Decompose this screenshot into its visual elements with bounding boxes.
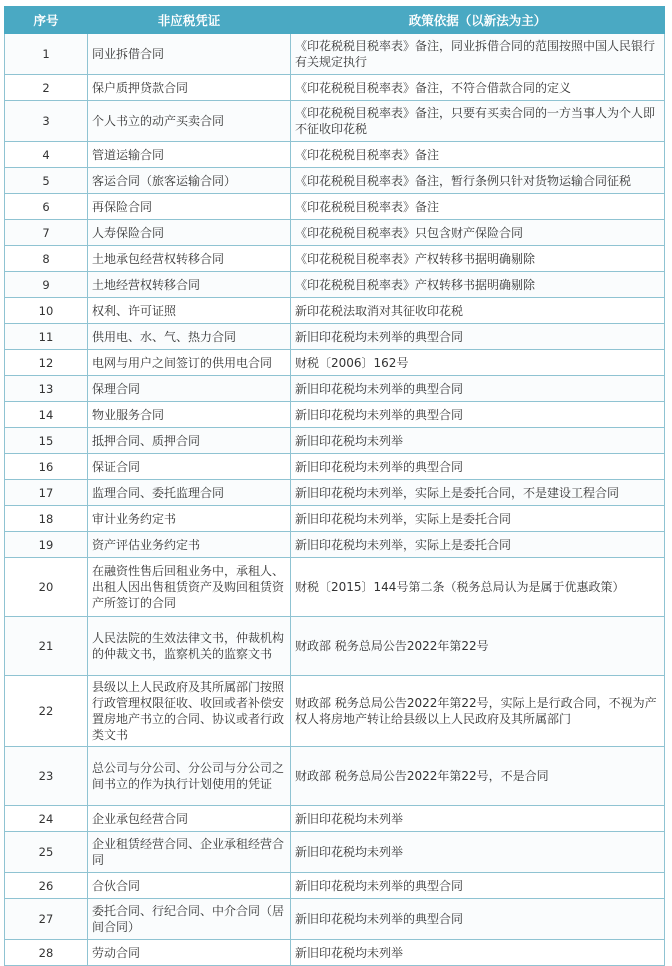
row-document: 再保险合同 <box>88 194 291 220</box>
non-taxable-documents-table <box>4 6 665 966</box>
row-policy-basis: 《印花税税目税率表》产权转移书据明确剔除 <box>291 246 665 272</box>
row-document: 抵押合同、质押合同 <box>88 428 291 454</box>
row-policy-basis: 新旧印花税均未列举的典型合同 <box>291 873 665 899</box>
row-policy-basis: 财政部 税务总局公告2022年第22号，实际上是行政合同，不视为产权人将房地产转让给县级以上人民政府及其所属部门 <box>291 676 665 747</box>
table-row <box>5 480 665 506</box>
row-document: 保理合同 <box>88 376 291 402</box>
row-policy-basis: 财政部 税务总局公告2022年第22号 <box>291 617 665 676</box>
row-index: 28 <box>5 940 88 966</box>
row-index: 19 <box>5 532 88 558</box>
row-policy-basis: 新旧印花税均未列举的典型合同 <box>291 454 665 480</box>
non-taxable-documents-table-container <box>4 6 664 966</box>
row-policy-basis: 新旧印花税均未列举 <box>291 832 665 873</box>
table-row <box>5 676 665 747</box>
table-row <box>5 142 665 168</box>
row-policy-basis: 新旧印花税均未列举 <box>291 806 665 832</box>
row-index: 9 <box>5 272 88 298</box>
row-document: 审计业务约定书 <box>88 506 291 532</box>
row-policy-basis: 财税〔2006〕162号 <box>291 350 665 376</box>
row-policy-basis: 《印花税税目税率表》备注，暂行条例只针对货物运输合同征税 <box>291 168 665 194</box>
row-index: 14 <box>5 402 88 428</box>
table-row <box>5 34 665 75</box>
table-row <box>5 101 665 142</box>
row-document: 保户质押贷款合同 <box>88 75 291 101</box>
row-document: 合伙合同 <box>88 873 291 899</box>
header-index: 序号 <box>5 7 88 34</box>
table-row <box>5 324 665 350</box>
header-document: 非应税凭证 <box>88 7 291 34</box>
row-index: 21 <box>5 617 88 676</box>
row-policy-basis: 《印花税税目税率表》备注，同业拆借合同的范围按照中国人民银行有关规定执行 <box>291 34 665 75</box>
row-index: 13 <box>5 376 88 402</box>
row-document: 个人书立的动产买卖合同 <box>88 101 291 142</box>
row-policy-basis: 《印花税税目税率表》备注，不符合借款合同的定义 <box>291 75 665 101</box>
row-index: 15 <box>5 428 88 454</box>
table-row <box>5 246 665 272</box>
row-index: 20 <box>5 558 88 617</box>
row-index: 6 <box>5 194 88 220</box>
row-document: 供用电、水、气、热力合同 <box>88 324 291 350</box>
row-policy-basis: 《印花税税目税率表》只包含财产保险合同 <box>291 220 665 246</box>
row-document: 同业拆借合同 <box>88 34 291 75</box>
row-policy-basis: 新旧印花税均未列举，实际上是委托合同 <box>291 532 665 558</box>
row-policy-basis: 新旧印花税均未列举 <box>291 428 665 454</box>
row-policy-basis: 财政部 税务总局公告2022年第22号，不是合同 <box>291 747 665 806</box>
row-index: 3 <box>5 101 88 142</box>
header-row <box>5 7 665 34</box>
table-header <box>5 7 665 34</box>
row-index: 24 <box>5 806 88 832</box>
table-row <box>5 806 665 832</box>
row-document: 企业租赁经营合同、企业承租经营合同 <box>88 832 291 873</box>
row-index: 17 <box>5 480 88 506</box>
row-document: 保证合同 <box>88 454 291 480</box>
row-policy-basis: 新旧印花税均未列举 <box>291 940 665 966</box>
row-index: 2 <box>5 75 88 101</box>
table-row <box>5 350 665 376</box>
table-row <box>5 454 665 480</box>
table-row <box>5 940 665 966</box>
row-document: 企业承包经营合同 <box>88 806 291 832</box>
row-policy-basis: 新印花税法取消对其征收印花税 <box>291 298 665 324</box>
row-index: 4 <box>5 142 88 168</box>
table-row <box>5 220 665 246</box>
row-document: 土地承包经营权转移合同 <box>88 246 291 272</box>
table-row <box>5 272 665 298</box>
row-document: 权利、许可证照 <box>88 298 291 324</box>
row-document: 管道运输合同 <box>88 142 291 168</box>
row-document: 土地经营权转移合同 <box>88 272 291 298</box>
row-document: 客运合同（旅客运输合同） <box>88 168 291 194</box>
row-index: 5 <box>5 168 88 194</box>
row-index: 23 <box>5 747 88 806</box>
table-row <box>5 532 665 558</box>
row-document: 总公司与分公司、分公司与分公司之间书立的作为执行计划使用的凭证 <box>88 747 291 806</box>
row-document: 人寿保险合同 <box>88 220 291 246</box>
header-policy-basis: 政策依据（以新法为主） <box>291 7 665 34</box>
row-policy-basis: 《印花税税目税率表》备注，只要有买卖合同的一方当事人为个人即不征收印花税 <box>291 101 665 142</box>
row-policy-basis: 新旧印花税均未列举的典型合同 <box>291 899 665 940</box>
row-index: 16 <box>5 454 88 480</box>
row-policy-basis: 新旧印花税均未列举的典型合同 <box>291 324 665 350</box>
row-index: 26 <box>5 873 88 899</box>
table-row <box>5 376 665 402</box>
row-index: 22 <box>5 676 88 747</box>
row-policy-basis: 《印花税税目税率表》产权转移书据明确剔除 <box>291 272 665 298</box>
row-index: 12 <box>5 350 88 376</box>
row-index: 10 <box>5 298 88 324</box>
row-document: 委托合同、行纪合同、中介合同（居间合同） <box>88 899 291 940</box>
row-index: 18 <box>5 506 88 532</box>
table-row <box>5 747 665 806</box>
row-policy-basis: 财税〔2015〕144号第二条（税务总局认为是属于优惠政策） <box>291 558 665 617</box>
row-index: 11 <box>5 324 88 350</box>
table-row <box>5 428 665 454</box>
row-policy-basis: 新旧印花税均未列举的典型合同 <box>291 376 665 402</box>
row-policy-basis: 《印花税税目税率表》备注 <box>291 142 665 168</box>
table-row <box>5 402 665 428</box>
row-document: 在融资性售后回租业务中，承租人、出租人因出售租赁资产及购回租赁资产所签订的合同 <box>88 558 291 617</box>
row-document: 县级以上人民政府及其所属部门按照行政管理权限征收、收回或者补偿安置房地产书立的合同、协议或者行政类文书 <box>88 676 291 747</box>
row-index: 7 <box>5 220 88 246</box>
row-index: 8 <box>5 246 88 272</box>
table-row <box>5 832 665 873</box>
table-row <box>5 75 665 101</box>
row-document: 资产评估业务约定书 <box>88 532 291 558</box>
row-policy-basis: 《印花税税目税率表》备注 <box>291 194 665 220</box>
table-body <box>5 34 665 966</box>
row-index: 1 <box>5 34 88 75</box>
row-document: 监理合同、委托监理合同 <box>88 480 291 506</box>
row-document: 人民法院的生效法律文书，仲裁机构的仲裁文书，监察机关的监察文书 <box>88 617 291 676</box>
row-policy-basis: 新旧印花税均未列举的典型合同 <box>291 402 665 428</box>
table-row <box>5 194 665 220</box>
table-row <box>5 168 665 194</box>
row-policy-basis: 新旧印花税均未列举，实际上是委托合同，不是建设工程合同 <box>291 480 665 506</box>
table-row <box>5 899 665 940</box>
table-row <box>5 558 665 617</box>
row-index: 27 <box>5 899 88 940</box>
table-row <box>5 298 665 324</box>
row-document: 电网与用户之间签订的供用电合同 <box>88 350 291 376</box>
table-row <box>5 617 665 676</box>
row-policy-basis: 新旧印花税均未列举，实际上是委托合同 <box>291 506 665 532</box>
row-document: 物业服务合同 <box>88 402 291 428</box>
row-document: 劳动合同 <box>88 940 291 966</box>
row-index: 25 <box>5 832 88 873</box>
table-row <box>5 506 665 532</box>
table-row <box>5 873 665 899</box>
